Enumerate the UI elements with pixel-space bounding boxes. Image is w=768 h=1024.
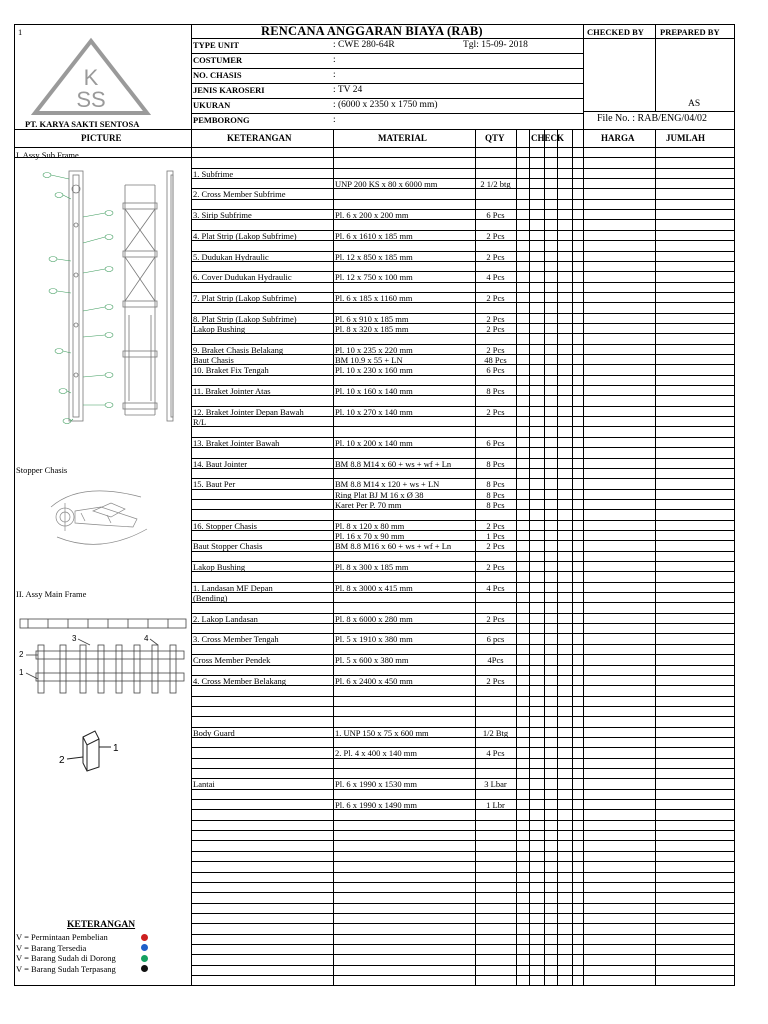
item-material: Pl. 6 x 2400 x 450 mm — [335, 676, 413, 686]
row-line — [191, 923, 734, 924]
item-qty: 8 Pcs — [486, 500, 505, 510]
item-qty: 2 Pcs — [486, 676, 505, 686]
main-frame-drawing — [18, 615, 190, 700]
row-line — [191, 219, 734, 220]
row-line — [191, 613, 734, 614]
row-line — [191, 282, 734, 283]
item-qty: 6 Pcs — [486, 438, 505, 448]
item-description: (Bending) — [193, 593, 228, 603]
row-line — [191, 830, 734, 831]
item-material: Pl. 12 x 850 x 185 mm — [335, 252, 413, 262]
item-material: Pl. 8 x 300 x 185 mm — [335, 562, 409, 572]
item-description: 1. Subfrime — [193, 169, 234, 179]
row-line — [191, 468, 734, 469]
item-description: 8. Plat Strip (Lakop Subfrime) — [193, 314, 297, 324]
row-line — [191, 913, 734, 914]
info-value: : — [333, 115, 336, 125]
item-material: Pl. 5 x 1910 x 380 mm — [335, 634, 413, 644]
column-qty: QTY — [485, 133, 505, 143]
legend-dot-icon — [141, 934, 148, 941]
item-material: Pl. 10 x 200 x 140 mm — [335, 438, 413, 448]
item-material: Pl. 8 x 3000 x 415 mm — [335, 583, 413, 593]
row-line — [191, 799, 734, 800]
row-line — [191, 313, 734, 314]
rab-sheet — [14, 24, 735, 986]
item-qty: 3 Lbar — [484, 779, 507, 789]
row-line — [191, 251, 734, 252]
info-value: : TV 24 — [333, 85, 363, 95]
row-line — [191, 768, 734, 769]
grid-line — [191, 83, 583, 84]
info-value: : — [333, 55, 336, 65]
item-description: Baut Chasis — [193, 355, 234, 365]
item-material: Pl. 8 x 120 x 80 mm — [335, 521, 405, 531]
checked-by-label: CHECKED BY — [587, 27, 644, 37]
info-value: : CWE 280-64R — [333, 40, 395, 50]
grid-line — [191, 113, 583, 114]
row-line — [191, 675, 734, 676]
item-description: 1. Landasan MF Depan — [193, 583, 273, 593]
item-qty: 2 Pcs — [486, 314, 505, 324]
column-jumlah: JUMLAH — [666, 133, 705, 143]
svg-text:3: 3 — [72, 634, 77, 643]
info-label: TYPE UNIT — [193, 40, 240, 50]
item-material: Pl. 8 x 6000 x 280 mm — [335, 614, 413, 624]
item-material: Pl. 6 x 1610 x 185 mm — [335, 231, 413, 241]
document-title: RENCANA ANGGARAN BIAYA (RAB) — [261, 24, 483, 38]
row-line — [191, 851, 734, 852]
column-harga: HARGA — [601, 133, 635, 143]
column-line — [544, 129, 545, 985]
company-name: PT. KARYA SAKTI SENTOSA — [25, 119, 140, 129]
item-material: Pl. 6 x 1990 x 1490 mm — [335, 800, 417, 810]
item-description: 6. Cover Dudukan Hydraulic — [193, 272, 292, 282]
grid-line — [191, 38, 734, 39]
item-qty: 2 Pcs — [486, 562, 505, 572]
column-keterangan: KETERANGAN — [227, 133, 292, 143]
column-line — [529, 129, 530, 985]
item-material: Pl. 16 x 70 x 90 mm — [335, 531, 405, 541]
item-description: 4. Cross Member Belakang — [193, 676, 287, 686]
row-line — [191, 644, 734, 645]
row-line — [191, 975, 734, 976]
row-line — [191, 561, 734, 562]
item-material: Pl. 6 x 1990 x 1530 mm — [335, 779, 417, 789]
item-description: 4. Plat Strip (Lakop Subfrime) — [193, 231, 297, 241]
row-line — [191, 861, 734, 862]
row-line — [191, 789, 734, 790]
item-qty: 6 Pcs — [486, 365, 505, 375]
item-description: 2. Lakop Landasan — [193, 614, 258, 624]
item-material: Pl. 8 x 320 x 185 mm — [335, 324, 409, 334]
item-qty: 2 Pcs — [486, 345, 505, 355]
row-line — [191, 416, 734, 417]
svg-text:2: 2 — [59, 755, 65, 766]
company-logo — [31, 37, 151, 117]
legend-dot-icon — [141, 944, 148, 951]
item-description: 3. Sirip Subfrime — [193, 210, 252, 220]
item-qty: 2 Pcs — [486, 521, 505, 531]
item-qty: 8 Pcs — [486, 490, 505, 500]
row-line — [191, 385, 734, 386]
item-qty: 2 Pcs — [486, 293, 505, 303]
row-line — [191, 509, 734, 510]
item-material: UNP 200 KS x 80 x 6000 mm — [335, 179, 438, 189]
column-picture: PICTURE — [81, 133, 122, 143]
svg-text:4: 4 — [144, 634, 149, 643]
prepared-by-value: AS — [688, 99, 701, 109]
item-description: 15. Baut Per — [193, 479, 236, 489]
item-material: 2. Pl. 4 x 400 x 140 mm — [335, 748, 417, 758]
column-line — [475, 129, 476, 985]
row-line — [191, 406, 734, 407]
item-material: Pl. 10 x 270 x 140 mm — [335, 407, 413, 417]
row-line — [191, 551, 734, 552]
item-description: 3. Cross Member Tengah — [193, 634, 279, 644]
row-line — [191, 540, 734, 541]
section-main-frame: II. Assy Main Frame — [16, 589, 87, 599]
column-check: CHECK — [531, 133, 565, 143]
section-sub-frame: I. Assy Sub Frame — [16, 150, 79, 160]
row-line — [191, 778, 734, 779]
row-line — [191, 696, 734, 697]
row-line — [191, 168, 734, 169]
row-line — [191, 447, 734, 448]
row-line — [191, 458, 734, 459]
item-qty: 1 Lbr — [486, 800, 505, 810]
stopper-chasis-drawing — [41, 477, 161, 557]
grid-line — [15, 147, 734, 148]
sub-frame-drawing — [39, 165, 189, 430]
row-line — [191, 344, 734, 345]
row-line — [191, 602, 734, 603]
section-stopper-chasis: Stopper Chasis — [16, 465, 68, 475]
svg-text:1: 1 — [113, 743, 119, 754]
info-label: PEMBORONG — [193, 115, 250, 125]
prepared-by-label: PREPARED BY — [660, 27, 720, 37]
row-line — [191, 903, 734, 904]
column-line — [191, 129, 192, 985]
svg-text:2: 2 — [19, 650, 24, 659]
item-description: 14. Baut Jointer — [193, 459, 248, 469]
item-qty: 2 Pcs — [486, 231, 505, 241]
row-line — [15, 157, 191, 158]
item-qty: 1 Pcs — [486, 531, 505, 541]
row-line — [191, 716, 734, 717]
info-value: : (6000 x 2350 x 1750 mm) — [333, 100, 438, 110]
item-description: 10. Braket Fix Tengah — [193, 365, 269, 375]
item-description: 2. Cross Member Subfrime — [193, 189, 286, 199]
row-line — [191, 685, 734, 686]
row-line — [191, 934, 734, 935]
grid-line — [191, 68, 583, 69]
item-material: Karet Per P. 70 mm — [335, 500, 402, 510]
row-line — [191, 882, 734, 883]
svg-text:SS: SS — [76, 87, 106, 112]
item-description: 7. Plat Strip (Lakop Subfrime) — [193, 293, 297, 303]
row-line — [191, 954, 734, 955]
item-material: BM 8.8 M14 x 120 + ws + LN — [335, 479, 440, 489]
row-line — [191, 157, 734, 158]
item-material: BM 10.9 x 55 + LN — [335, 355, 403, 365]
item-description: 13. Braket Jointer Bawah — [193, 438, 280, 448]
item-material: Ring Plat BJ M 16 x Ø 38 — [335, 490, 424, 500]
item-qty: 6 pcs — [486, 634, 505, 644]
row-line — [191, 582, 734, 583]
item-description: Body Guard — [193, 728, 235, 738]
grid-line — [191, 53, 583, 54]
row-line — [191, 271, 734, 272]
page-number: 1 — [18, 27, 23, 37]
grid-line — [583, 111, 734, 112]
row-line — [191, 872, 734, 873]
row-line — [191, 240, 734, 241]
row-line — [191, 985, 734, 986]
item-qty: 8 Pcs — [486, 386, 505, 396]
item-description: R/L — [193, 417, 207, 427]
item-description: Lakop Bushing — [193, 324, 246, 334]
item-material: 1. UNP 150 x 75 x 600 mm — [335, 728, 429, 738]
row-line — [191, 633, 734, 634]
row-line — [191, 364, 734, 365]
item-qty: 6 Pcs — [486, 210, 505, 220]
item-description: 5. Dudukan Hydraulic — [193, 252, 269, 262]
legend-item: V = Barang Tersedia — [16, 942, 87, 953]
item-qty: 2 1/2 btg — [480, 179, 511, 189]
item-qty: 4 Pcs — [486, 748, 505, 758]
item-description: 16. Stopper Chasis — [193, 521, 257, 531]
legend-item: V = Barang Sudah di Dorong — [16, 953, 116, 963]
row-line — [191, 747, 734, 748]
row-line — [191, 758, 734, 759]
row-line — [191, 892, 734, 893]
file-number: File No. : RAB/ENG/04/02 — [597, 113, 708, 124]
item-description: 9. Braket Chasis Belakang — [193, 345, 284, 355]
column-line — [572, 129, 573, 985]
column-line — [583, 129, 584, 985]
item-material: Pl. 6 x 185 x 1160 mm — [335, 293, 413, 303]
row-line — [191, 178, 734, 179]
row-line — [191, 323, 734, 324]
legend-item: V = Barang Sudah Terpasang — [16, 963, 116, 974]
item-qty: 8 Pcs — [486, 459, 505, 469]
row-line — [191, 395, 734, 396]
item-qty: 4 Pcs — [486, 583, 505, 593]
item-qty: 4 Pcs — [486, 272, 505, 282]
row-line — [191, 623, 734, 624]
item-material: BM 8.8 M16 x 60 + ws + wf + Ln — [335, 541, 452, 551]
item-material: Pl. 12 x 750 x 100 mm — [335, 272, 413, 282]
row-line — [191, 820, 734, 821]
row-line — [191, 209, 734, 210]
item-material: Pl. 10 x 235 x 220 mm — [335, 345, 413, 355]
row-line — [191, 333, 734, 334]
column-material: MATERIAL — [378, 133, 427, 143]
row-line — [191, 292, 734, 293]
info-label: COSTUMER — [193, 55, 243, 65]
item-material: Pl. 6 x 910 x 185 mm — [335, 314, 409, 324]
item-description: Baut Stopper Chasis — [193, 541, 263, 551]
row-line — [191, 261, 734, 262]
row-line — [191, 809, 734, 810]
item-description: Lantai — [193, 779, 215, 789]
row-line — [191, 706, 734, 707]
svg-text:K: K — [83, 65, 99, 90]
item-material: Pl. 10 x 230 x 160 mm — [335, 365, 413, 375]
info-value: : — [333, 70, 336, 80]
row-line — [191, 478, 734, 479]
item-qty: 2 Pcs — [486, 614, 505, 624]
legend-dot-icon — [141, 955, 148, 962]
info-label: JENIS KAROSERI — [193, 85, 265, 95]
item-material: Pl. 10 x 160 x 140 mm — [335, 386, 413, 396]
item-description: Lakop Bushing — [193, 562, 246, 572]
row-line — [191, 302, 734, 303]
row-line — [191, 654, 734, 655]
legend-item: V = Permintaan Pembelian — [16, 932, 108, 942]
item-qty: 2 Pcs — [486, 541, 505, 551]
info-label: UKURAN — [193, 100, 231, 110]
row-line — [191, 944, 734, 945]
item-material: Pl. 5 x 600 x 380 mm — [335, 655, 409, 665]
row-line — [191, 727, 734, 728]
column-line — [333, 129, 334, 985]
item-description: 11. Braket Jointer Atas — [193, 386, 271, 396]
row-line — [191, 354, 734, 355]
legend-dot-icon — [141, 965, 148, 972]
item-qty: 2 Pcs — [486, 407, 505, 417]
row-line — [191, 737, 734, 738]
item-qty: 8 Pcs — [486, 479, 505, 489]
row-line — [191, 375, 734, 376]
row-line — [191, 520, 734, 521]
item-description: Cross Member Pendek — [193, 655, 271, 665]
row-line — [191, 230, 734, 231]
row-line — [191, 665, 734, 666]
row-line — [191, 188, 734, 189]
item-qty: 4Pcs — [487, 655, 504, 665]
row-line — [191, 592, 734, 593]
grid-line — [583, 25, 584, 129]
item-material: BM 8.8 M14 x 60 + ws + wf + Ln — [335, 459, 452, 469]
legend-title: KETERANGAN — [67, 920, 136, 930]
row-line — [191, 840, 734, 841]
grid-line — [191, 98, 583, 99]
row-line — [191, 530, 734, 531]
info-label: NO. CHASIS — [193, 70, 242, 80]
item-qty: 2 Pcs — [486, 252, 505, 262]
item-qty: 1/2 Btg — [482, 728, 509, 738]
column-line — [557, 129, 558, 985]
item-description: 12. Braket Jointer Depan Bawah — [193, 407, 304, 417]
item-qty: 2 Pcs — [486, 324, 505, 334]
row-line — [191, 437, 734, 438]
row-line — [191, 965, 734, 966]
row-line — [191, 489, 734, 490]
grid-line — [15, 129, 734, 130]
row-line — [191, 426, 734, 427]
row-line — [191, 199, 734, 200]
item-material: Pl. 6 x 200 x 200 mm — [335, 210, 409, 220]
body-guard-drawing — [59, 727, 139, 773]
row-line — [191, 571, 734, 572]
svg-text:1: 1 — [19, 668, 24, 677]
info-date: Tgl: 15-09- 2018 — [463, 40, 528, 50]
item-qty: 48 Pcs — [484, 355, 507, 365]
row-line — [191, 499, 734, 500]
column-line — [655, 129, 656, 985]
column-line — [516, 129, 517, 985]
